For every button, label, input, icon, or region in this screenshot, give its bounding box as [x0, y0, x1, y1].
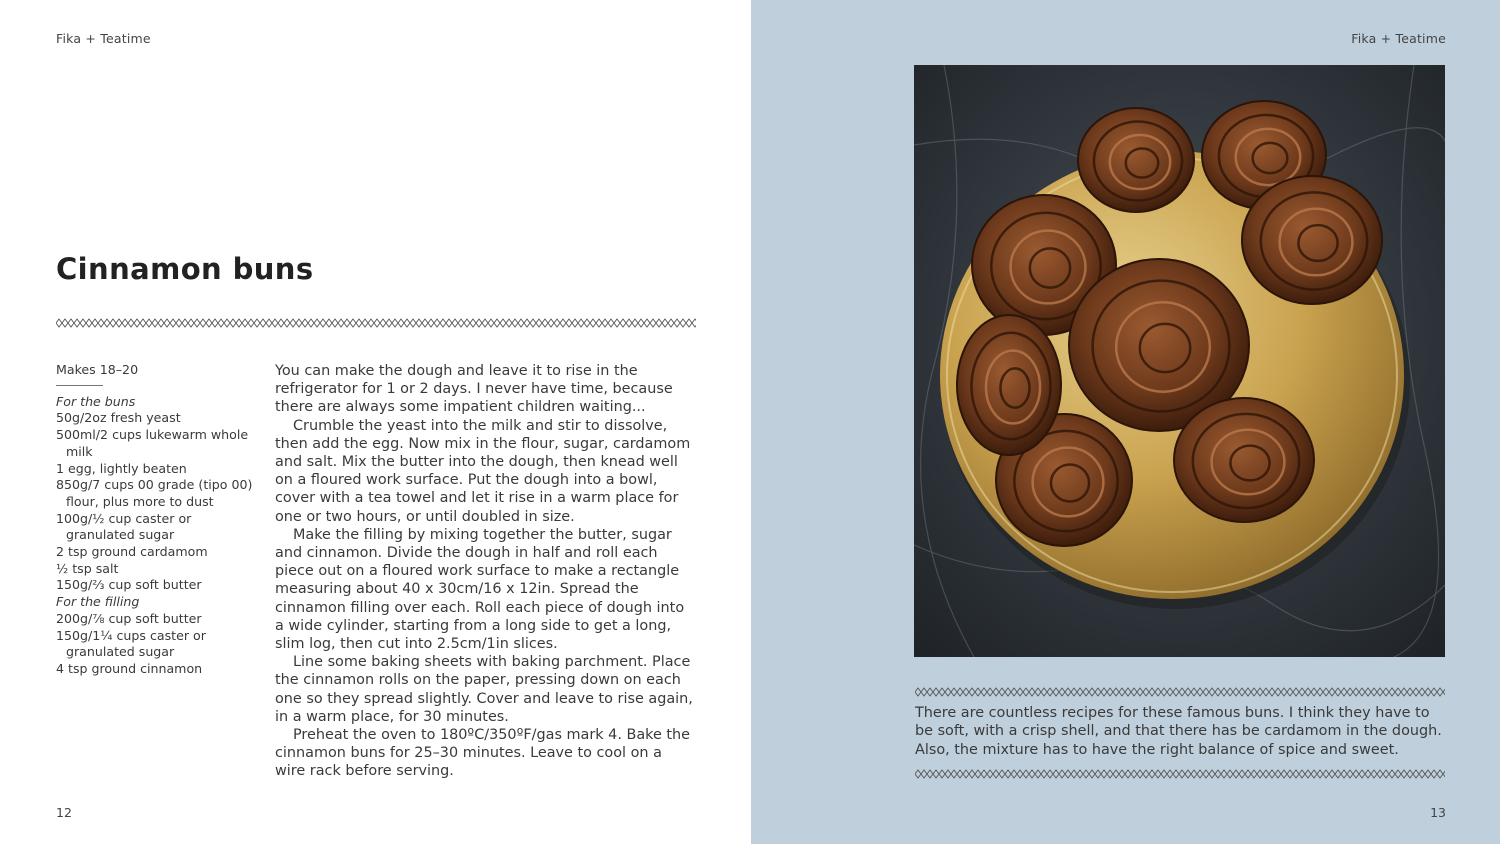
cinnamon-buns-photo [914, 65, 1445, 657]
method-paragraph: You can make the dough and leave it to rise in the refrigerator for 1 or 2 days. I never have time, because there are always some impatient children waiting... [275, 363, 673, 416]
method-paragraph: Crumble the yeast into the milk and stir to dissolve, then add the egg. Now mix in the flour, sugar, cardamom and salt. Mix the butter into the dough, then knead well on a floured work surface. Put the dough into a bowl, cover with a tea towel and let it rise in a warm place for one or two hours, or until doubled in size. [275, 417, 691, 525]
ingredient-section-heading: For the filling [56, 594, 140, 610]
zigzag-divider-top [56, 318, 696, 328]
method-text [275, 362, 695, 781]
method-paragraph: Make the filling by mixing together the butter, sugar and cinnamon. Divide the dough in half and roll each piece out on a floured work surface to make a rectangle measuring about 40 x 30cm/16 x 12in. Spread the cinnamon filling over each. Roll each piece of dough into a wide cylinder, starting from a long side to get a long, slim log, then cut into 2.5cm/1in slices. [275, 526, 685, 653]
method-paragraph: Preheat the oven to 180ºC/350ºF/gas mark 4. Bake the cinnamon buns for 25–30 minutes. Leave to cool on a wire rack before serving. [275, 727, 691, 780]
ingredient-item: 150g/1¼ cups caster or granulated sugar [56, 627, 206, 660]
yield-underline [56, 385, 103, 386]
running-head-left: Fika + Teatime [56, 31, 151, 46]
yield-text: Makes 18–20 [56, 362, 139, 377]
photo-caption: There are countless recipes for these famous buns. I think they have to be soft, with a crisp shell, and that there has be cardamom in the dough. Also, the mixture has to have the right balance of spice and sweet. [915, 705, 1442, 758]
ingredient-item: 850g/7 cups 00 grade (tipo 00) flour, plus more to dust [56, 477, 253, 509]
zigzag-divider-caption-bottom [915, 769, 1445, 779]
ingredient-item: 100g/½ cup caster or granulated sugar [56, 510, 192, 543]
ingredient-item: 1 egg, lightly beaten [56, 460, 187, 476]
ingredient-item: 150g/⅔ cup soft butter [56, 577, 202, 593]
page-number-right: 13 [1430, 805, 1446, 820]
ingredient-lines [56, 394, 256, 678]
ingredient-item: ½ tsp salt [56, 560, 119, 576]
ingredient-item: 4 tsp ground cinnamon [56, 660, 203, 676]
ingredient-section-heading: For the buns [56, 393, 136, 409]
page-number-left: 12 [56, 805, 72, 820]
running-head-right: Fika + Teatime [1351, 31, 1446, 46]
ingredient-item: 50g/2oz fresh yeast [56, 410, 181, 426]
ingredients-list [56, 362, 256, 678]
ingredient-item: 2 tsp ground cardamom [56, 544, 208, 560]
ingredient-item: 500ml/2 cups lukewarm whole milk [56, 427, 249, 459]
ingredient-item: 200g/⅞ cup soft butter [56, 610, 202, 626]
zigzag-divider-caption-top [915, 687, 1445, 697]
method-paragraph: Line some baking sheets with baking parchment. Place the cinnamon rolls on the paper, pressing down on each one so they spread slightly. Cover and leave to rise again, in a warm place, for 30 minutes. [275, 654, 693, 725]
recipe-title: Cinnamon buns [56, 252, 314, 286]
